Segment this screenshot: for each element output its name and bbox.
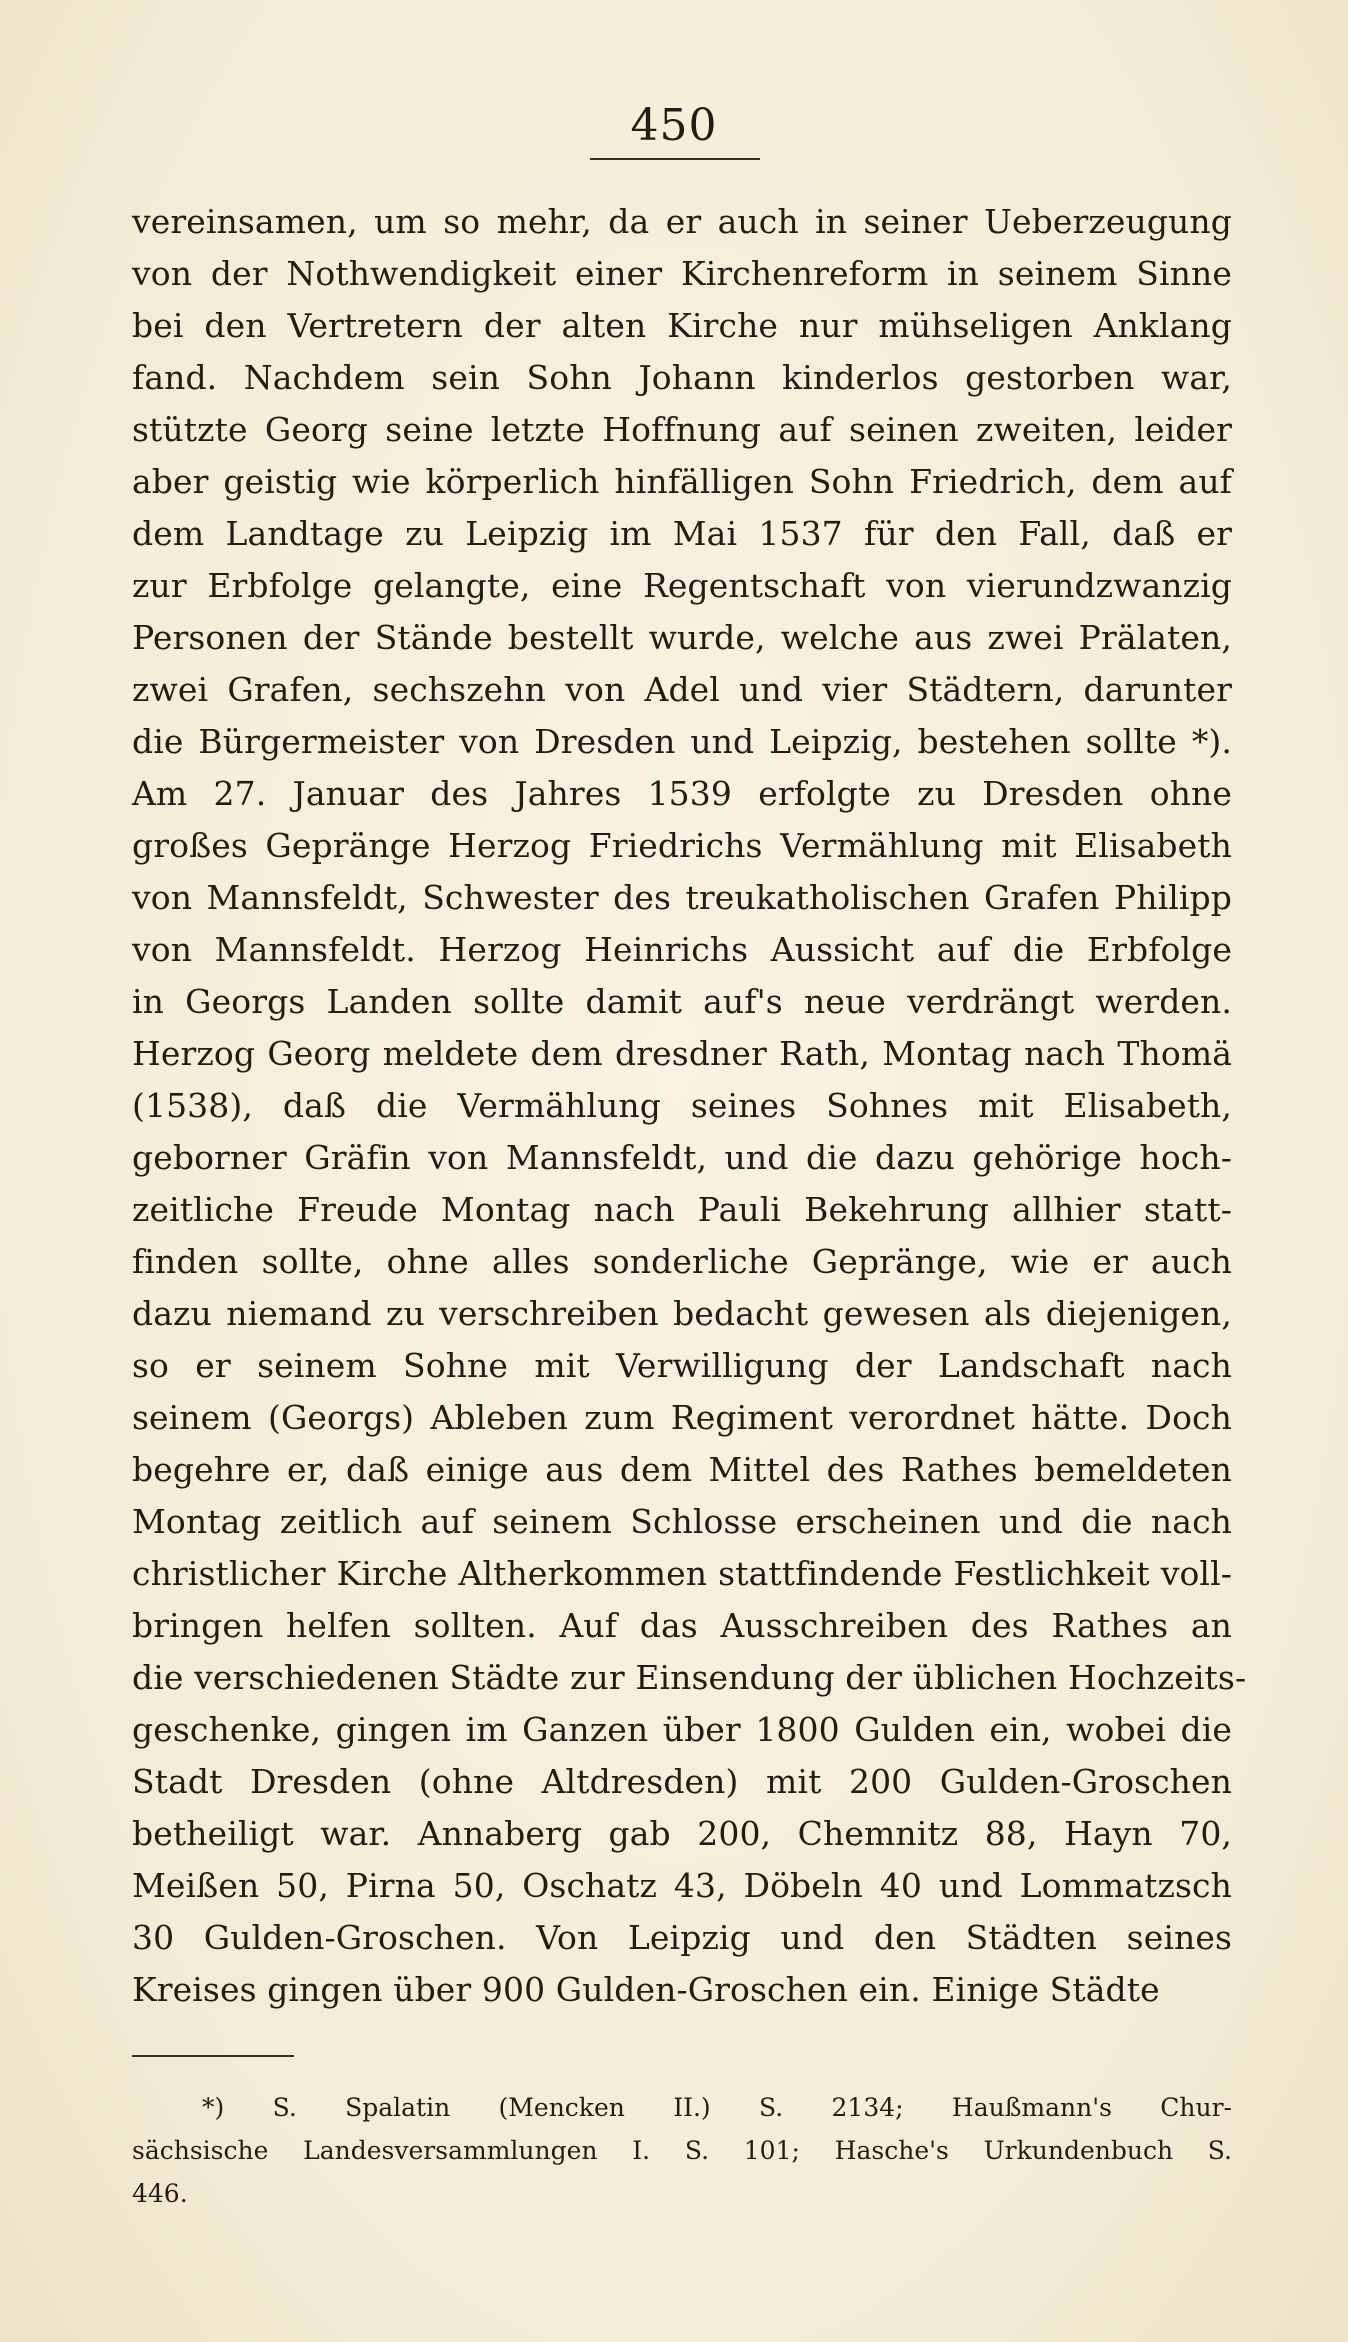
text-line: 30 Gulden-Groschen. Von Leipzig und den Städten seines bbox=[132, 1918, 1232, 1957]
text-line: Stadt Dresden (ohne Altdresden) mit 200 Gulden-Groschen bbox=[132, 1762, 1232, 1801]
text-line: von der Nothwendigkeit einer Kirchenreform in seinem Sinne bbox=[132, 254, 1232, 293]
text-line: so er seinem Sohne mit Verwilligung der Landschaft nach bbox=[132, 1346, 1232, 1385]
text-line: vereinsamen, um so mehr, da er auch in seiner Ueberzeugung bbox=[132, 202, 1232, 241]
text-line: Herzog Georg meldete dem dresdner Rath, Montag nach Thomä bbox=[132, 1034, 1232, 1073]
text-line: bei den Vertretern der alten Kirche nur mühseligen Anklang bbox=[132, 306, 1232, 345]
text-line: von Mannsfeldt, Schwester des treukatholischen Grafen Philipp bbox=[132, 878, 1232, 917]
text-line: christlicher Kirche Altherkommen stattfindende Festlichkeit voll- bbox=[132, 1554, 1232, 1593]
text-line: begehre er, daß einige aus dem Mittel des Rathes bemeldeten bbox=[132, 1450, 1232, 1489]
text-line: bringen helfen sollten. Auf das Ausschreiben des Rathes an bbox=[132, 1606, 1232, 1645]
text-line: fand. Nachdem sein Sohn Johann kinderlos gestorben war, bbox=[132, 358, 1232, 397]
footnote-line: 446. bbox=[132, 2179, 188, 2208]
footnote-line: sächsische Landesversammlungen I. S. 101; Hasche's Urkundenbuch S. bbox=[132, 2136, 1232, 2165]
text-line: seinem (Georgs) Ableben zum Regiment verordnet hätte. Doch bbox=[132, 1398, 1232, 1437]
text-line: (1538), daß die Vermählung seines Sohnes mit Elisabeth, bbox=[132, 1086, 1232, 1125]
text-line: die Bürgermeister von Dresden und Leipzig, bestehen sollte *). bbox=[132, 722, 1232, 761]
text-line: von Mannsfeldt. Herzog Heinrichs Aussicht auf die Erbfolge bbox=[132, 930, 1232, 969]
text-line: Personen der Stände bestellt wurde, welche aus zwei Prälaten, bbox=[132, 618, 1232, 657]
text-line: geschenke, gingen im Ganzen über 1800 Gulden ein, wobei die bbox=[132, 1710, 1232, 1749]
text-line: dem Landtage zu Leipzig im Mai 1537 für den Fall, daß er bbox=[132, 514, 1232, 553]
page-number-rule bbox=[590, 158, 760, 160]
body-text bbox=[132, 196, 1247, 2016]
page-number: 450 bbox=[630, 100, 718, 151]
text-line: geborner Gräfin von Mannsfeldt, und die dazu gehörige hoch- bbox=[132, 1138, 1232, 1177]
text-line: die verschiedenen Städte zur Einsendung der üblichen Hochzeits- bbox=[132, 1658, 1247, 1697]
text-line: zur Erbfolge gelangte, eine Regentschaft von vierundzwanzig bbox=[132, 566, 1232, 605]
text-line: in Georgs Landen sollte damit auf's neue verdrängt werden. bbox=[132, 982, 1232, 1021]
text-line: zeitliche Freude Montag nach Pauli Bekehrung allhier statt- bbox=[132, 1190, 1232, 1229]
text-line: Am 27. Januar des Jahres 1539 erfolgte zu Dresden ohne bbox=[132, 774, 1232, 813]
text-line: aber geistig wie körperlich hinfälligen Sohn Friedrich, dem auf bbox=[132, 462, 1232, 501]
text-line: Meißen 50, Pirna 50, Oschatz 43, Döbeln 40 und Lommatzsch bbox=[132, 1866, 1232, 1905]
text-line: betheiligt war. Annaberg gab 200, Chemnitz 88, Hayn 70, bbox=[132, 1814, 1232, 1853]
text-line: Kreises gingen über 900 Gulden-Groschen ein. Einige Städte bbox=[132, 1970, 1160, 2009]
text-line: finden sollte, ohne alles sonderliche Gepränge, wie er auch bbox=[132, 1242, 1232, 1281]
text-line: stützte Georg seine letzte Hoffnung auf seinen zweiten, leider bbox=[132, 410, 1232, 449]
text-line: zwei Grafen, sechszehn von Adel und vier Städtern, darunter bbox=[132, 670, 1232, 709]
footnote-line: *) S. Spalatin (Mencken II.) S. 2134; Haußmann's Chur- bbox=[202, 2093, 1232, 2122]
text-line: Montag zeitlich auf seinem Schlosse erscheinen und die nach bbox=[132, 1502, 1232, 1541]
text-line: großes Gepränge Herzog Friedrichs Vermählung mit Elisabeth bbox=[132, 826, 1232, 865]
footnote-separator bbox=[132, 2055, 294, 2057]
text-line: dazu niemand zu verschreiben bedacht gewesen als diejenigen, bbox=[132, 1294, 1232, 1333]
footnote bbox=[132, 2086, 1232, 2215]
